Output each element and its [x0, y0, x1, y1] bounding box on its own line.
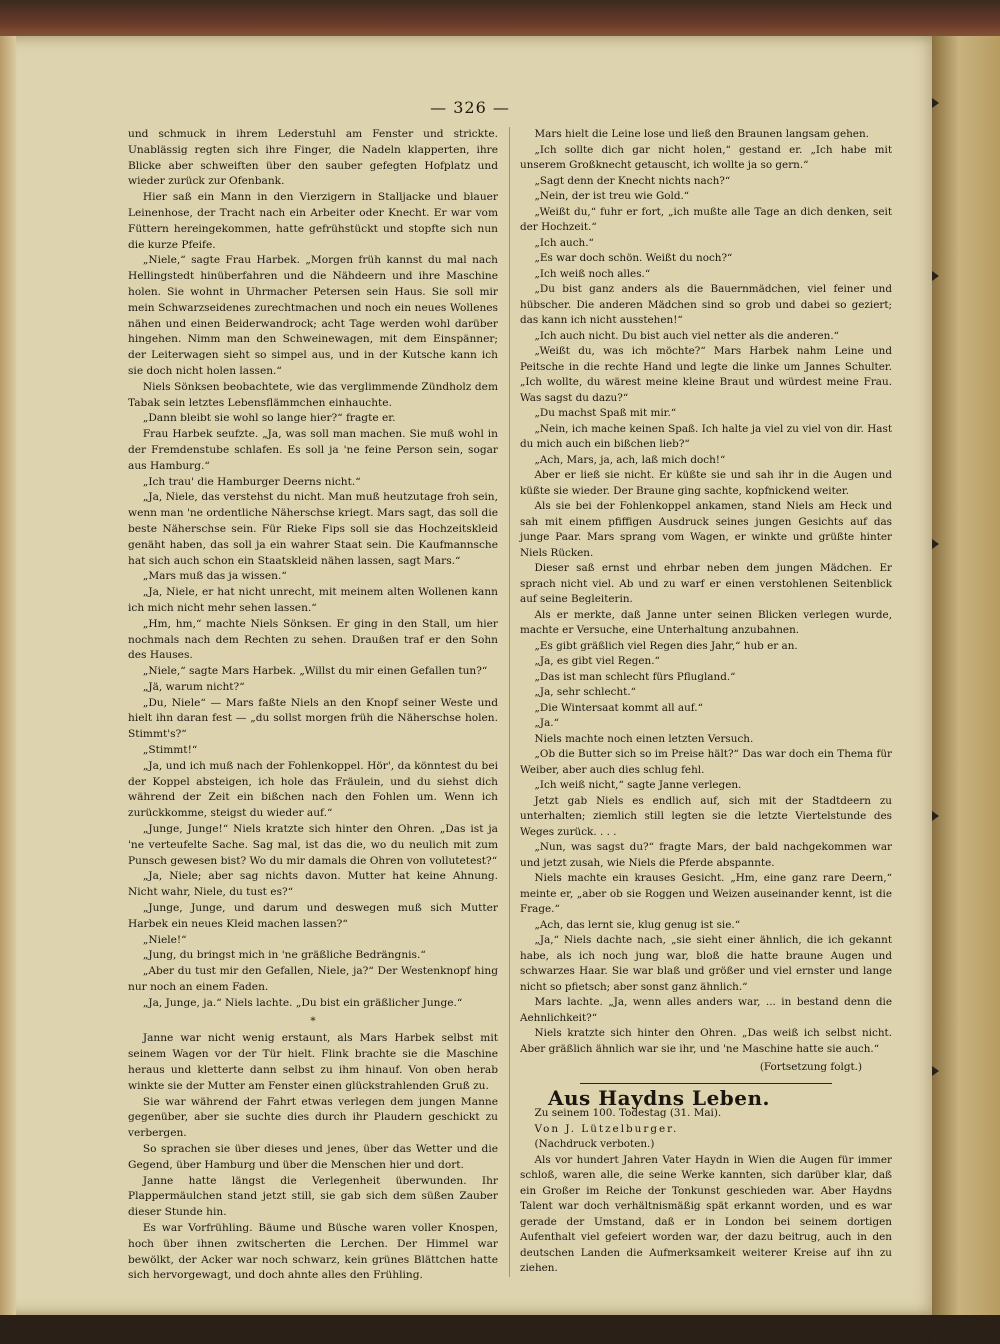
paragraph: „Junge, Junge!“ Niels kratzte sich hinter den Ohren. „Das ist ja 'ne verteufelte Sache. Sag mal, ist das die, wo du neulich mit zum Punsch gewesen bist? Wo du mir damals die Ohren von vollutetest?“: [128, 823, 498, 867]
paragraph: Jetzt gab Niels es endlich auf, sich mit der Stadtdeern zu unterhalten; ziemlich still legten sie die letzte Viertelstunde des Weges zurück. . . .: [520, 794, 892, 838]
article-divider: [580, 1083, 832, 1084]
left-column: [128, 127, 498, 1284]
paragraph: „Ja,“ Niels dachte nach, „sie sieht einer ähnlich, die ich gekannt habe, als ich noch jung war, bloß die hatte braune Augen und schwarzes Haar. Sie war blaß und größer und viel ernster und lange nicht so pfietsch; aber sonst ganz ähnlich.“: [520, 934, 892, 993]
reprint-note: (Nachdruck verboten.): [534, 1138, 655, 1150]
paragraph: Janne hatte längst die Verlegenheit überwunden. Ihr Plappermäulchen stand jetzt still, sie gab sich dem süßen Zauber dieser Stunde hin.: [128, 1174, 498, 1219]
page-number: — 326 —: [430, 98, 510, 117]
paragraph: „Ich trau' die Hamburger Deerns nicht.“: [142, 475, 361, 488]
paragraph: So sprachen sie über dieses und jenes, über das Wetter und die Gegend, über Hamburg und über die Menschen hier und dort.: [128, 1143, 498, 1171]
paragraph: Als vor hundert Jahren Vater Haydn in Wien die Augen für immer schloß, waren alle, die seine Werke kannten, sich darüber klar, daß ein Großer im Reiche der Tonkunst geschieden war. Aber Haydns Talent war doch verhältnismäßig spät erkannt worden, und es war gerade der Umstand, daß er in London bei seinem dortigen Aufenthalt viel gefeiert worden war, der dazu beitrug, auch in den deutschen Landen die Aufmerksamkeit weiterer Kreise auf ihn zu ziehen.: [520, 1153, 892, 1274]
paragraph: „Ich weiß noch alles.“: [534, 267, 651, 280]
paragraph: Niels Sönksen beobachtete, wie das verglimmende Zündholz dem Tabak sein letztes Lebensflämmchen einhauchte.: [128, 380, 498, 409]
paragraph: Janne war nicht wenig erstaunt, als Mars Harbek selbst mit seinem Wagen vor der Tür hielt. Flink brachte sie die Maschine heraus und kletterte dann selbst zu ihm hinauf. Von oben herab winkte sie der Mutter am Fenster einen glückstrahlenden Gruß zu.: [128, 1032, 498, 1092]
paragraph: „Du, Niele“ — Mars faßte Niels an den Knopf seiner Weste und hielt ihn daran fest — „du sollst morgen früh die Näherschse holen. Stimmt's?“: [128, 696, 498, 741]
paragraph: Niels kratzte sich hinter den Ohren. „Das weiß ich selbst nicht. Aber gräßlich ähnlich war sie ihr, und 'ne Maschine hatte sie auch.“: [520, 1027, 892, 1055]
paragraph: „Mars muß das ja wissen.“: [142, 570, 287, 583]
edge-mark: [932, 271, 939, 281]
right-column: [520, 127, 892, 1277]
paragraph: „Niele,“ sagte Mars Harbek. „Willst du mir einen Gefallen tun?“: [142, 665, 488, 678]
paragraph: „Ach, das lernt sie, klug genug ist sie.“: [534, 918, 741, 931]
paragraph: „Ach, Mars, ja, ach, laß mich doch!“: [534, 453, 726, 466]
paragraph: „Weißt du, was ich möchte?“ Mars Harbek nahm Leine und Peitsche in die rechte Hand und legte die linke um Jannes Schulter. „Ich wollte, du wärest meine kleine Braut und würdest meine Frau. Was sagst du dazu?“: [520, 345, 892, 404]
column-divider: [509, 127, 510, 1277]
paragraph: Aber er ließ sie nicht. Er küßte sie und sah ihr in die Augen und küßte sie wieder. Der Braune ging sachte, kopfnickend weiter.: [520, 469, 892, 497]
paragraph: „Nein, der ist treu wie Gold.“: [534, 190, 690, 202]
paragraph: „Jung, du bringst mich in 'ne gräßliche Bedrängnis.“: [142, 949, 426, 962]
paragraph: Als er merkte, daß Janne unter seinen Blicken verlegen wurde, machte er Versuche, eine Unterhaltung anzubahnen.: [520, 608, 892, 636]
paragraph: Niels machte ein krauses Gesicht. „Hm, eine ganz rare Deern,“ meinte er, „aber ob sie Roggen und Weizen auseinander kennt, ist die Frage.“: [520, 872, 892, 915]
paragraph: „Aber du tust mir den Gefallen, Niele, ja?“ Der Westenknopf hing nur noch an einem Faden.: [128, 965, 498, 994]
paragraph: Hier saß ein Mann in den Vierzigern in Stalljacke und blauer Leinenhose, der Tracht nach ein Arbeiter oder Knecht. Er war vom Füttern hereingekommen, hatte gefrühstückt und stopfte sich nun die kurze Pfeife.: [128, 191, 498, 251]
paragraph: „Ja, Junge, ja.“ Niels lachte. „Du bist ein gräßlicher Junge.“: [142, 996, 463, 1009]
paragraph: „Ich weiß nicht,“ sagte Janne verlegen.: [534, 779, 742, 791]
paragraph: Mars lachte. „Ja, wenn alles anders war, ... in bestand denn die Aehnlichkeit?“: [520, 996, 892, 1024]
paragraph: „Stimmt!“: [142, 744, 198, 757]
article-byline: Von J. Lützelburger.: [534, 1122, 679, 1135]
paragraph: „Ja, Niele; aber sag nichts davon. Mutter hat keine Ahnung. Nicht wahr, Niele, du tust es?“: [128, 870, 498, 899]
book-top-edge: [0, 0, 1000, 40]
paragraph: „Es war doch schön. Weißt du noch?“: [534, 252, 733, 264]
article-subtitle: Zu seinem 100. Todestag (31. Mai).: [534, 1107, 722, 1119]
paragraph: „Ja.“: [534, 717, 559, 729]
paragraph: „Niele,“ sagte Frau Harbek. „Morgen früh kannst du mal nach Hellingstedt hinüberfahren und die Nähdeern und ihre Maschine holen. Sie wohnt in Uhrmacher Petersen sein Haus. Sie soll mir mein Schwarzseidenes zurechtmachen und noch ein neues Wollenes nähen und einen Beiderwandrock; acht Tage werden wohl darüber hingehen. Nimm man den Schweinewagen, mit dem Einspänner; der Leiterwagen sieht so simpel aus, und in der Kutsche kann ich sie doch nicht holen lassen.“: [128, 254, 498, 377]
page-edge-stack: [932, 36, 1000, 1315]
continuation-note: (Fortsetzung folgt.): [759, 1061, 862, 1073]
paragraph: Mars hielt die Leine lose und ließ den Braunen langsam gehen.: [534, 128, 869, 140]
paragraph: Als sie bei der Fohlenkoppel ankamen, stand Niels am Heck und sah mit einem pfiffigen Ausdruck seines jungen Gesichts auf das junge Paar. Mars sprang vom Wagen, er winkte und grüßte hinter Niels Rücken.: [520, 500, 892, 559]
paragraph: „Niele!“: [142, 933, 187, 946]
paragraph: „Du bist ganz anders als die Bauernmädchen, viel feiner und hübscher. Die anderen Mädchen sind so grob und dabei so geziert; das kann ich nicht ausstehen!“: [520, 283, 892, 326]
paragraph: „Die Wintersaat kommt all auf.“: [534, 701, 703, 714]
paragraph: und schmuck in ihrem Lederstuhl am Fenster und strickte. Unablässig regten sich ihre Finger, die Nadeln klapperten, ihre Blicke aber schweiften über den sauber gefegten Hofplatz und wieder zurück zur Ofenbank.: [128, 128, 498, 188]
paragraph: „Ja, und ich muß nach der Fohlenkoppel. Hör', da könntest du bei der Koppel absteigen, ich hole das Fräulein, und du siehst dich während der Zeit ein bißchen nach den Fohlen um. Wenn ich zurückkomme, steigst du wieder auf.“: [128, 759, 498, 820]
section-break-star: *: [310, 1014, 316, 1027]
edge-mark: [932, 1066, 939, 1076]
paragraph: Dieser saß ernst und ehrbar neben dem jungen Mädchen. Er sprach nicht viel. Ab und zu warf er einen verstohlenen Seitenblick auf seine Begleiterin.: [520, 562, 892, 605]
paragraph: „Ob die Butter sich so im Preise hält?“ Das war doch ein Thema für Weiber, aber auch dies schlug fehl.: [520, 748, 892, 776]
paragraph: „Junge, Junge, und darum und deswegen muß sich Mutter Harbek ein neues Kleid machen lassen?“: [128, 902, 498, 930]
edge-mark: [932, 1334, 939, 1344]
paragraph: „Ja, es gibt viel Regen.“: [534, 655, 660, 667]
paragraph: „Ich auch nicht. Du bist auch viel netter als die anderen.“: [534, 329, 839, 342]
article-title: Aus Haydns Leben.: [548, 1085, 771, 1110]
paragraph: „Hm, hm,“ machte Niels Sönksen. Er ging in den Stall, um hier nochmals nach dem Rechten zu sehen. Draußen traf er den Sohn des Hauses.: [128, 617, 498, 662]
paragraph: „Das ist man schlecht fürs Pflugland.“: [534, 670, 736, 683]
paragraph: „Jä, warum nicht?“: [142, 680, 245, 693]
paragraph: „Sagt denn der Knecht nichts nach?“: [534, 174, 731, 187]
paragraph: „Ja, sehr schlecht.“: [534, 686, 636, 698]
paragraph: Sie war während der Fahrt etwas verlegen dem jungen Manne gegenüber, aber sie suchte dies durch ihr Plaudern geschickt zu verbergen.: [128, 1095, 498, 1140]
paragraph: „Ja, Niele, das verstehst du nicht. Man muß heutzutage froh sein, wenn man 'ne ordentliche Näherschse kriegt. Mars sagt, das soll die beste Näherschse sein. Für Rieke Fips soll sie das Hochzeitskleid genäht haben, das soll ja ein wahrer Staat sein. Die Kaufmannsche hat sich auch schon ein Staatskleid nähen lassen, sagt Mars.“: [128, 491, 498, 567]
edge-mark: [932, 811, 939, 821]
paragraph: „Es gibt gräßlich viel Regen dies Jahr,“ hub er an.: [534, 639, 798, 652]
page-binding: [0, 36, 16, 1315]
edge-mark: [932, 539, 939, 549]
paragraph: Niels machte noch einen letzten Versuch.: [534, 732, 754, 745]
paragraph: „Dann bleibt sie wohl so lange hier?“ fragte er.: [142, 412, 396, 425]
paragraph: Es war Vorfrühling. Bäume und Büsche waren voller Knospen, hoch über ihnen zwitscherten die Lerchen. Der Himmel war bewölkt, der Acker war noch schwarz, kein grünes Blättchen hatte sich hervorgewagt, und doch ahnte alles den Frühling.: [128, 1221, 498, 1282]
paragraph: „Nun, was sagst du?“ fragte Mars, der bald nachgekommen war und jetzt zusah, wie Niels die Pferde abspannte.: [520, 841, 892, 869]
paragraph: „Weißt du,“ fuhr er fort, „ich mußte alle Tage an dich denken, seit der Hochzeit.“: [520, 205, 892, 233]
paragraph: Frau Harbek seufzte. „Ja, was soll man machen. Sie muß wohl in der Fremdenstube schlafen. Es soll ja 'ne feine Person sein, sogar aus Hamburg.“: [128, 428, 498, 472]
paragraph: „Ich sollte dich gar nicht holen,“ gestand er. „Ich habe mit unserem Großknecht getauscht, ich wollte ja so gern.“: [520, 143, 892, 171]
paragraph: „Nein, ich mache keinen Spaß. Ich halte ja viel zu viel von dir. Hast du mich auch ein bißchen lieb?“: [520, 422, 892, 450]
paragraph: „Ich auch.“: [534, 236, 594, 249]
paragraph: „Ja, Niele, er hat nicht unrecht, mit meinem alten Wollenen kann ich mich nicht mehr sehen lassen.“: [128, 586, 498, 614]
paragraph: „Du machst Spaß mit mir.“: [534, 407, 677, 419]
